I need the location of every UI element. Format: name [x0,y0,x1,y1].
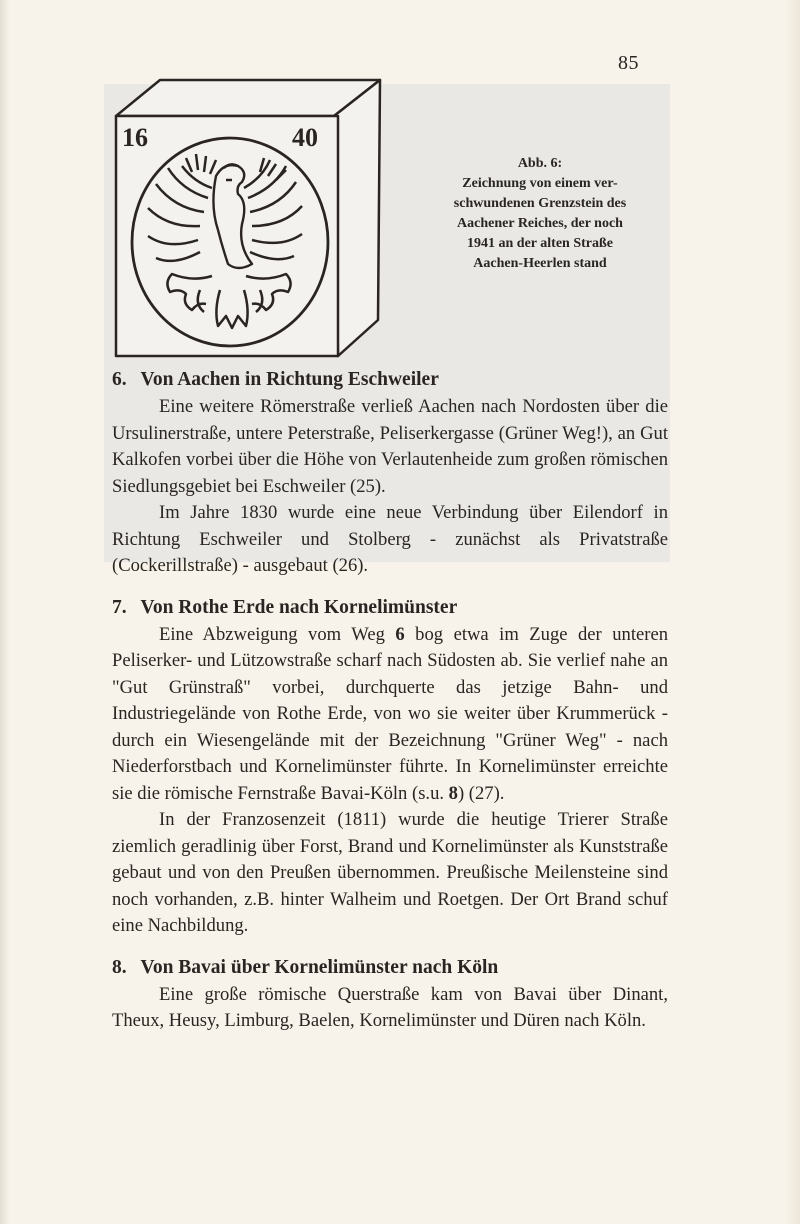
figure-boundary-stone [112,76,384,360]
text-run: Eine Abzweigung vom Weg [159,623,396,645]
section-8 [112,954,668,1035]
page-edge-right [786,0,800,1224]
caption-line: Aachen-Heerlen stand [473,256,607,271]
paragraph: Im Jahre 1830 wurde eine neue Verbindung über Eilendorf in Richtung Eschweiler und Stolberg - zunächst als Privatstraße (Cockerillstraße) - ausgebaut (26). [112,502,668,576]
section-6 [112,366,668,580]
section-number: 6. [112,369,127,390]
stone-year-right: 40 [292,123,318,152]
boundary-stone-drawing-icon [112,76,384,360]
section-7 [112,594,668,940]
route-ref: 8 [448,782,458,804]
paragraph [112,622,668,808]
section-heading [112,954,668,982]
section-title: Von Rothe Erde nach Kornelimünster [140,596,458,618]
body-text [112,366,668,1035]
text-run: bog etwa im Zuge der unteren Peliserker- und Lützowstraße scharf nach Südosten ab. Sie verlief nahe an "Gut Grünstraß" vorbei, durchquerte das jetzige Bahn- und Industriegelände von Rothe Erde, von wo sie weiter über Krummerück - durch ein Wiesengelände mit der Bezeichnung "Grüner Weg" - nach Niederforstbach und Kornelimünster führte. In Kornelimünster erreichte sie die römische Fernstraße Bavai-Köln (s.u. [112,623,668,804]
caption-line: Aachener Reiches, der noch [457,216,623,231]
figure-label: Abb. 6: [517,156,563,171]
paragraph: Eine große römische Querstraße kam von Bavai über Dinant, Theux, Heusy, Limburg, Baelen, Kornelimünster und Düren nach Köln. [112,983,668,1031]
stone-year-left: 16 [122,123,148,152]
text-run: ) (27). [457,782,505,804]
section-heading [112,594,668,622]
caption-line: Zeichnung von einem ver- [462,176,618,191]
page-edge-left [0,0,10,1224]
paragraph: Eine weitere Römerstraße verließ Aachen nach Nordosten über die Ursulinerstraße, untere Peterstraße, Peliserkergasse (Grüner Weg!), an Gut Kalkofen vorbei über die Höhe von Verlautenheide zum großen römischen Siedlungsgebiet bei Eschweiler (25). [112,396,668,497]
caption-line: 1941 an der alten Straße [467,236,613,251]
page-number: 85 [618,52,639,74]
section-title: Von Aachen in Richtung Eschweiler [140,369,439,390]
section-heading [112,366,668,394]
paragraph: In der Franzosenzeit (1811) wurde die heutige Trierer Straße ziemlich geradlinig über Forst, Brand und Kornelimünster als Kunststraße gebaut und von den Preußen übernommen. Preußische Meilensteine sind noch vorhanden, z.B. hinter Walheim und Roetgen. Der Ort Brand schuf eine Nachbildung. [112,809,668,936]
section-number: 7. [112,596,127,618]
figure-caption [420,154,660,274]
section-title: Von Bavai über Kornelimünster nach Köln [140,956,499,978]
route-ref: 6 [395,623,405,645]
caption-line: schwundenen Grenzstein des [453,196,627,211]
section-number: 8. [112,956,127,978]
